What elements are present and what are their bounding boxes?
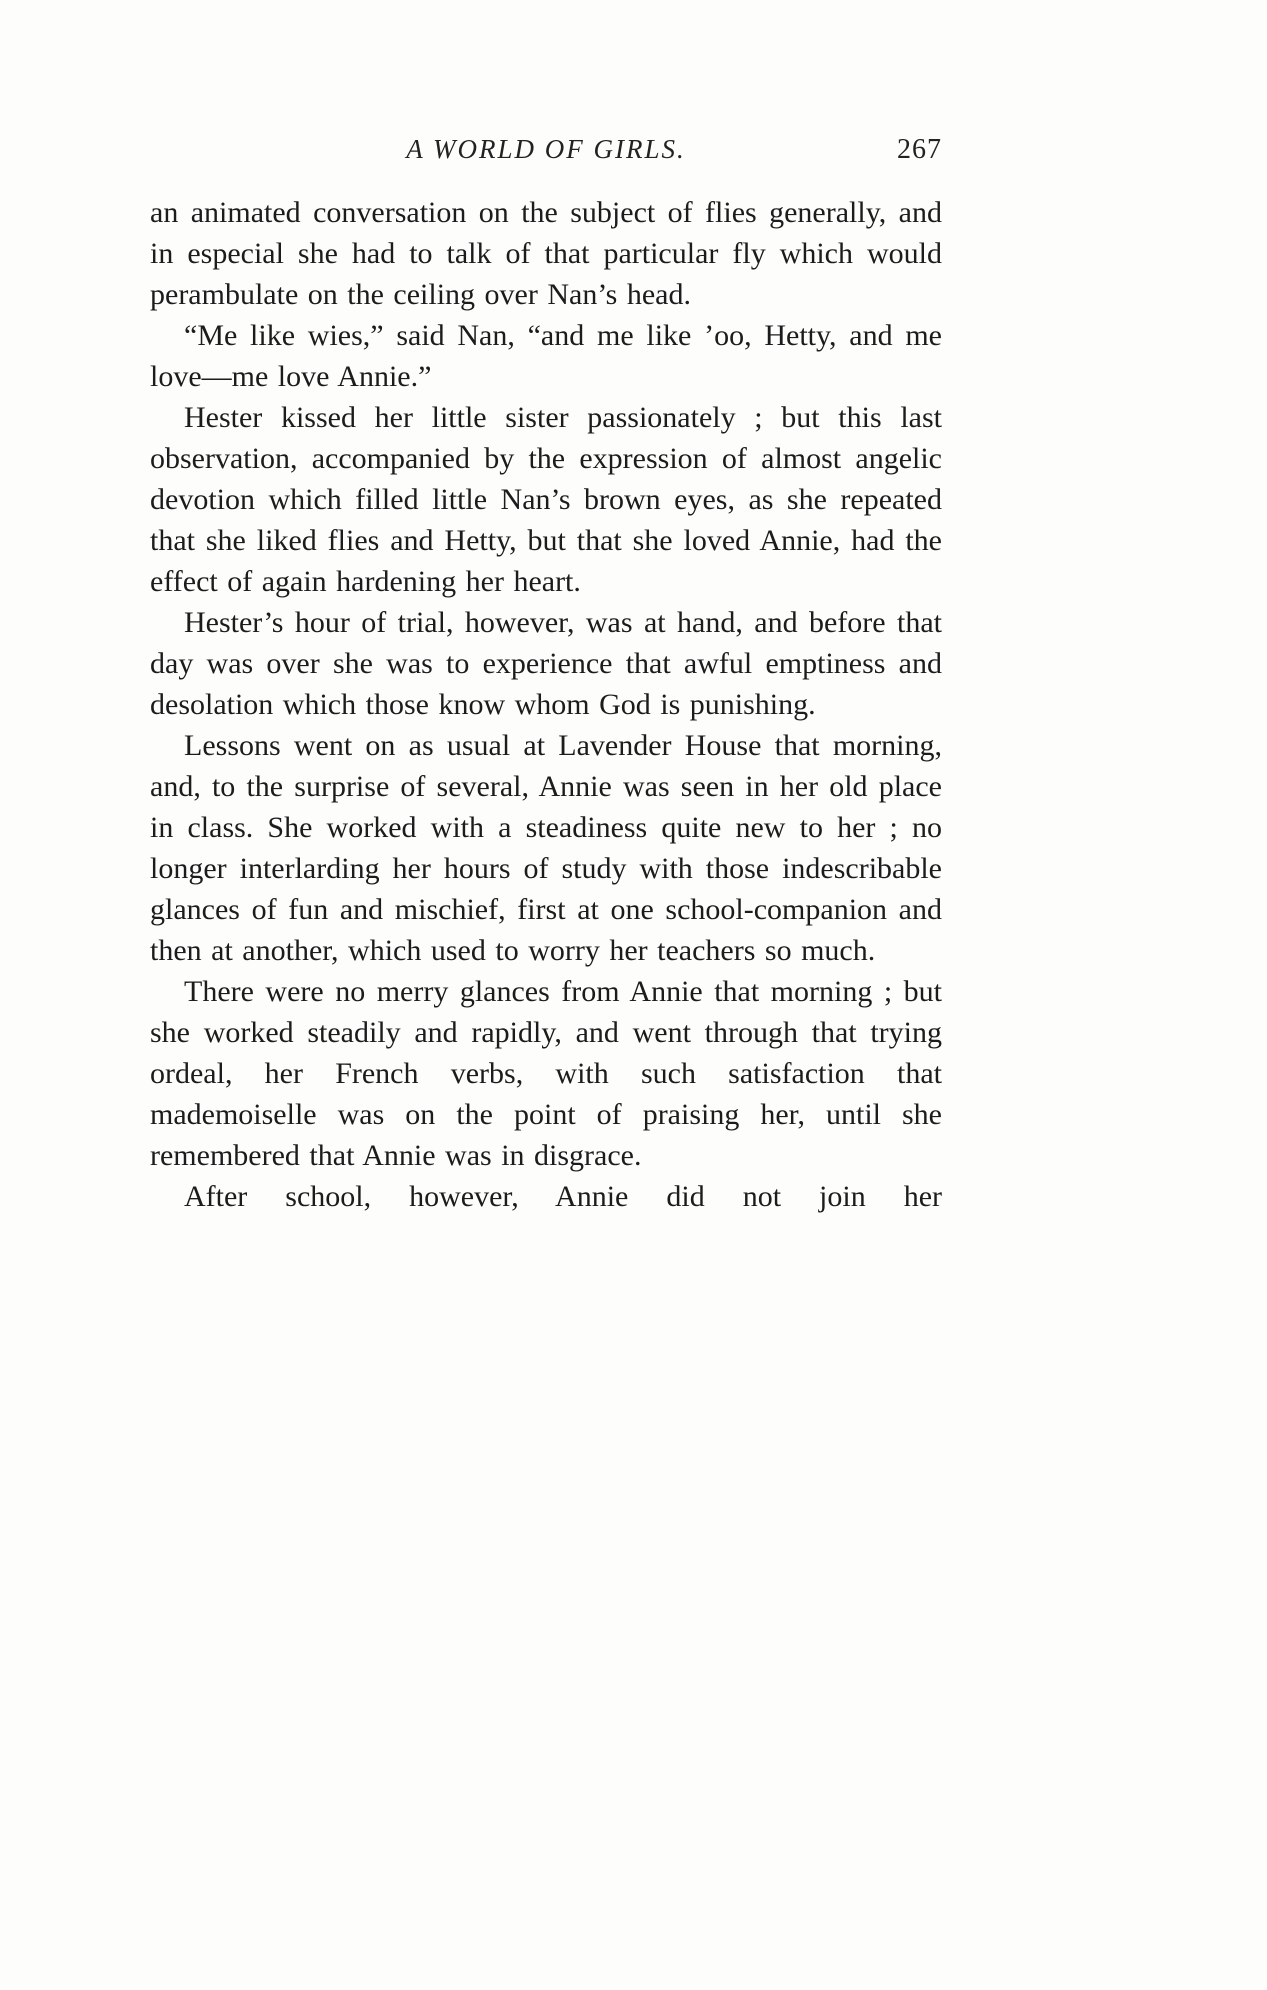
paragraph: Lessons went on as usual at Lavender House that morning, and, to the surprise of several, Annie was seen in her old place in class. She worked with a steadiness quite new to her ; no longer interlarding her hours of study with those indescribable glances of fun and mischief, first at one school-companion and then at another, which used to worry her teachers so much. xyxy=(150,729,942,967)
paragraph: Hester kissed her little sister passionately ; but this last observation, accompanied by the expression of almost angelic devotion which filled little Nan’s brown eyes, as she repeated that she liked flies and Hetty, but that she loved Annie, had the effect of again hardening her heart. xyxy=(150,401,942,598)
paragraph: an animated conversation on the subject of flies generally, and in especial she had to talk of that particular fly which would perambulate on the ceiling over Nan’s head. xyxy=(150,196,942,311)
paragraph: There were no merry glances from Annie that morning ; but she worked steadily and rapidly, and went through that trying ordeal, her French verbs, with such satisfaction that mademoiselle was on the point of praising her, until she remembered that Annie was in disgrace. xyxy=(150,975,942,1172)
paragraph: After school, however, Annie did not join her xyxy=(184,1180,942,1213)
paragraph: “Me like wies,” said Nan, “and me like ’oo, Hetty, and me love—me love Annie.” xyxy=(150,319,942,393)
paragraph: Hester’s hour of trial, however, was at hand, and before that day was over she was to experience that awful emptiness and desolation which those know whom God is punishing. xyxy=(150,606,942,721)
running-header-title: A WORLD OF GIRLS. xyxy=(406,134,686,164)
page-body xyxy=(150,192,942,1217)
page-number: 267 xyxy=(897,134,942,165)
running-header xyxy=(150,134,942,174)
